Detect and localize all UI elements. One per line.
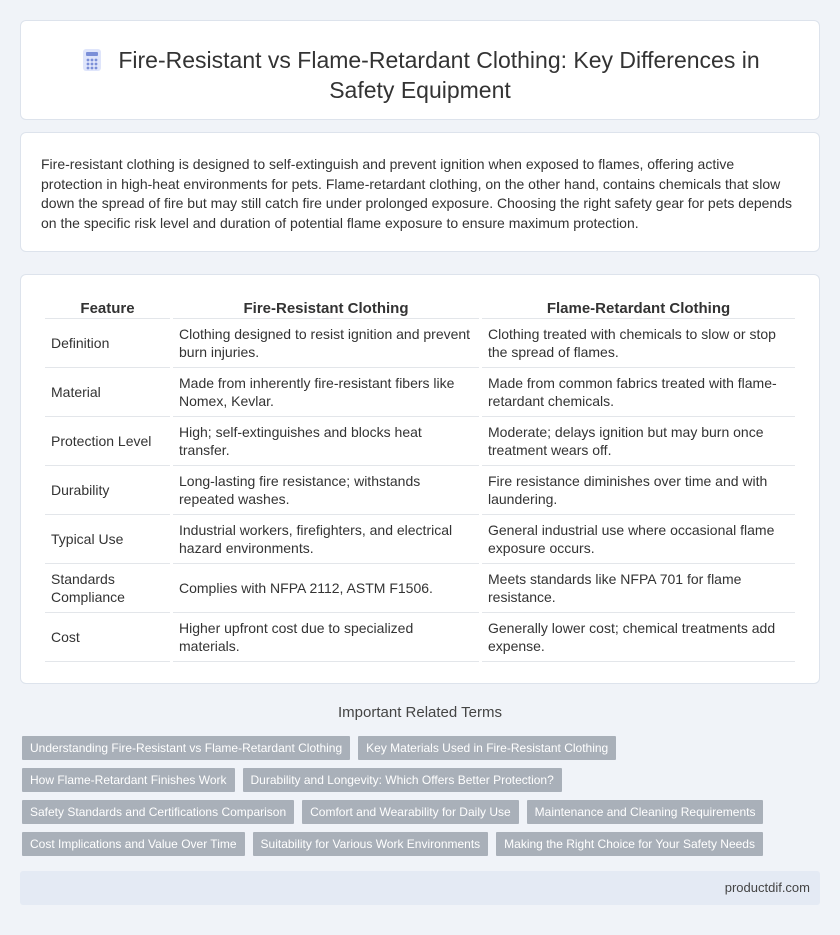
related-term-tag[interactable]: Durability and Longevity: Which Offers Better Protection? <box>243 768 562 792</box>
footer-site-link[interactable]: productdif.com <box>724 880 810 895</box>
table-row <box>45 417 795 466</box>
intro-paragraph: Fire-resistant clothing is designed to self-extinguish and prevent ignition when exposed to flames, offering active protection in high-heat environments for pets. Flame-retardant clothing, on the other hand, contains chemicals that slow down the spread of fire but may still catch fire under prolonged exposure. Choosing the right safety gear for pets depends on the specific risk level and duration of potential flame exposure to ensure maximum protection. <box>41 156 792 231</box>
header-feature: Feature <box>45 297 170 319</box>
table-row <box>45 564 795 613</box>
fire-resistant-cell: High; self-extinguishes and blocks heat transfer. <box>173 417 479 466</box>
title-card <box>20 20 820 120</box>
table-row <box>45 613 795 662</box>
related-term-tag[interactable]: Understanding Fire-Resistant vs Flame-Retardant Clothing <box>22 736 350 760</box>
fire-resistant-cell: Higher upfront cost due to specialized materials. <box>173 613 479 662</box>
flame-retardant-cell: Moderate; delays ignition but may burn once treatment wears off. <box>482 417 795 466</box>
table-row <box>45 515 795 564</box>
page-title-text: Fire-Resistant vs Flame-Retardant Clothing: Key Differences in Safety Equipment <box>118 47 760 103</box>
related-term-tag[interactable]: How Flame-Retardant Finishes Work <box>22 768 235 792</box>
fire-resistant-cell: Industrial workers, firefighters, and electrical hazard environments. <box>173 515 479 564</box>
flame-retardant-cell: General industrial use where occasional flame exposure occurs. <box>482 515 795 564</box>
intro-card <box>20 132 820 252</box>
page-title <box>61 45 779 105</box>
feature-cell: Typical Use <box>45 515 170 564</box>
flame-retardant-cell: Meets standards like NFPA 701 for flame resistance. <box>482 564 795 613</box>
comparison-card <box>20 274 820 684</box>
related-term-tag[interactable]: Suitability for Various Work Environments <box>253 832 489 856</box>
related-term-tag[interactable]: Safety Standards and Certifications Comparison <box>22 800 294 824</box>
table-row <box>45 466 795 515</box>
related-terms-title: Important Related Terms <box>338 704 502 721</box>
flame-retardant-cell: Made from common fabrics treated with flame-retardant chemicals. <box>482 368 795 417</box>
flame-retardant-cell: Generally lower cost; chemical treatments add expense. <box>482 613 795 662</box>
related-term-tag[interactable]: Comfort and Wearability for Daily Use <box>302 800 519 824</box>
related-term-tag[interactable]: Making the Right Choice for Your Safety Needs <box>496 832 763 856</box>
comparison-table <box>42 297 798 662</box>
table-row <box>45 319 795 368</box>
related-term-tag[interactable]: Cost Implications and Value Over Time <box>22 832 245 856</box>
related-terms-list <box>22 736 802 864</box>
feature-cell: Cost <box>45 613 170 662</box>
header-fire-resistant: Fire-Resistant Clothing <box>173 297 479 319</box>
feature-cell: Definition <box>45 319 170 368</box>
header-flame-retardant: Flame-Retardant Clothing <box>482 297 795 319</box>
feature-cell: Standards Compliance <box>45 564 170 613</box>
footer-bar <box>20 871 820 905</box>
flame-retardant-cell: Clothing treated with chemicals to slow or stop the spread of flames. <box>482 319 795 368</box>
fire-resistant-cell: Long-lasting fire resistance; withstands repeated washes. <box>173 466 479 515</box>
fire-resistant-cell: Clothing designed to resist ignition and prevent burn injuries. <box>173 319 479 368</box>
fire-resistant-cell: Complies with NFPA 2112, ASTM F1506. <box>173 564 479 613</box>
table-row <box>45 368 795 417</box>
flame-retardant-cell: Fire resistance diminishes over time and with laundering. <box>482 466 795 515</box>
calculator-icon <box>80 48 104 72</box>
table-header-row <box>45 297 795 319</box>
related-term-tag[interactable]: Key Materials Used in Fire-Resistant Clothing <box>358 736 616 760</box>
fire-resistant-cell: Made from inherently fire-resistant fibers like Nomex, Kevlar. <box>173 368 479 417</box>
feature-cell: Material <box>45 368 170 417</box>
feature-cell: Durability <box>45 466 170 515</box>
feature-cell: Protection Level <box>45 417 170 466</box>
related-term-tag[interactable]: Maintenance and Cleaning Requirements <box>527 800 764 824</box>
